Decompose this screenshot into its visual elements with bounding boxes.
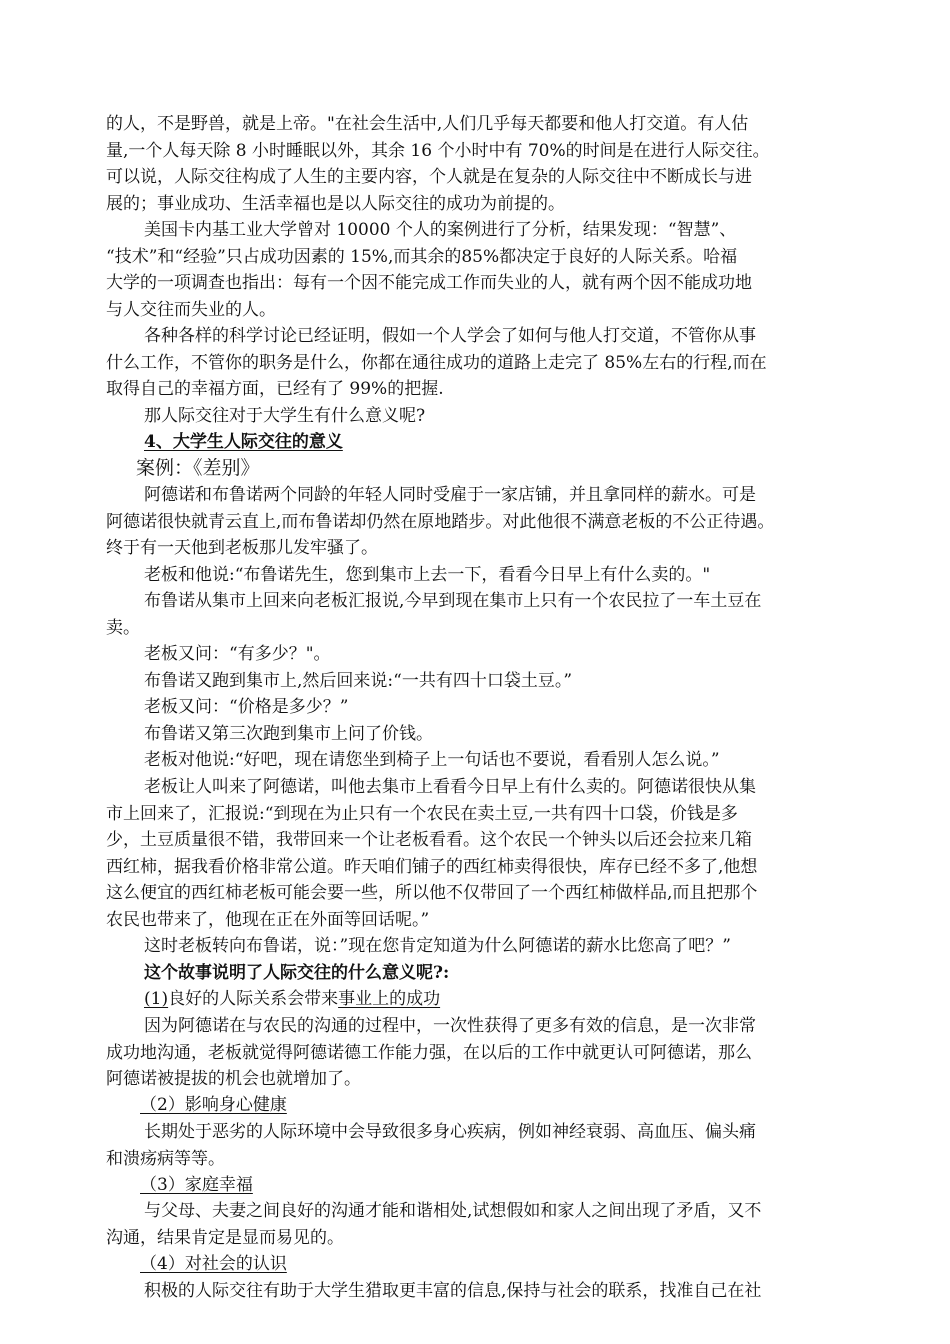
point-3-text: （3）家庭幸福: [140, 1175, 253, 1195]
text-line: 老板让人叫来了阿德诺，叫他去集市上看看今日早上有什么卖的。阿德诺很快从集: [144, 777, 756, 797]
text-line: 与人交往而失业的人。: [106, 299, 276, 320]
point-3-body: [106, 1198, 846, 1251]
text-line: 布鲁诺从集市上回来向老板汇报说,今早到现在集市上只有一个农民拉了一车土豆在: [144, 591, 762, 611]
text-line: 老板又问：“有多少？"。: [144, 644, 331, 664]
text-line: “技术”和“经验”只占成功因素的 15%,而其余的85%都决定于良好的人际关系。哈福: [106, 246, 738, 267]
story-paragraph-4: [106, 641, 846, 668]
text-line: 成功地沟通，老板就觉得阿德诺德工作能力强，在以后的工作中就更认可阿德诺，那么: [106, 1042, 752, 1063]
text-line: 取得自己的幸福方面，已经有了 99%的把握.: [106, 379, 444, 400]
text-line: 布鲁诺又跑到集市上,然后回来说:“一共有四十口袋土豆。”: [144, 671, 573, 691]
text-line: 展的；事业成功、生活幸福也是以人际交往的成功为前提的。: [106, 193, 565, 214]
text-line: 老板对他说:“好吧，现在请您坐到椅子上一句话也不要说，看看别人怎么说。”: [144, 750, 720, 770]
text-line: 量,一个人每天除 8 小时睡眠以外，其余 16 个小时中有 70%的时间是在进行人际交往。: [106, 140, 770, 161]
story-paragraph-2: [106, 562, 846, 589]
point-3-heading: [106, 1172, 846, 1199]
section-heading-text: 4、大学生人际交往的意义: [144, 432, 343, 452]
point-1-body: [106, 1013, 846, 1093]
text-line: 阿德诺和布鲁诺两个同龄的年轻人同时受雇于一家店铺，并且拿同样的薪水。可是: [144, 485, 756, 505]
text-line: 西红柿，据我看价格非常公道。昨天咱们铺子的西红柿卖得很快，库存已经不多了,他想: [106, 856, 758, 877]
text-line: 积极的人际交往有助于大学生猎取更丰富的信息,保持与社会的联系，找准自己在社: [144, 1281, 762, 1301]
point-4-body: [106, 1278, 846, 1305]
paragraph-interpersonal-intro: [106, 111, 846, 217]
story-paragraph-1: [106, 482, 846, 562]
text-line: 长期处于恶劣的人际环境中会导致很多身心疾病，例如神经衰弱、高血压、偏头痛: [144, 1122, 756, 1142]
point-4-heading: [106, 1251, 846, 1278]
paragraph-carnegie-study: [106, 217, 846, 323]
text-line: 大学的一项调查也指出：每有一个因不能完成工作而失业的人，就有两个因不能成功地: [106, 273, 752, 294]
text-line: 阿德诺被提拔的机会也就增加了。: [106, 1069, 361, 1090]
text-line: 阿德诺很快就青云直上,而布鲁诺却仍然在原地踏步。对此他很不满意老板的不公正待遇。: [106, 511, 775, 532]
point-1-number: (1): [144, 989, 169, 1009]
paragraph-question: [106, 403, 846, 430]
text-line: 老板和他说:“布鲁诺先生，您到集市上去一下，看看今日早上有什么卖的。": [144, 565, 711, 585]
text-line: 沟通，结果肯定是显而易见的。: [106, 1227, 344, 1248]
story-paragraph-6: [106, 694, 846, 721]
text-line: 这时老板转向布鲁诺，说：”现在您肯定知道为什么阿德诺的薪水比您高了吧？”: [144, 936, 731, 956]
text-line: 农民也带来了，他现在正在外面等回话呢。”: [106, 909, 430, 930]
point-4-text: （4）对社会的认识: [140, 1254, 287, 1274]
story-paragraph-10: [106, 933, 846, 960]
story-paragraph-9: [106, 774, 846, 934]
text-line: 可以说，人际交往构成了人生的主要内容，个人就是在复杂的人际交往中不断成长与进: [106, 167, 752, 188]
point-2-body: [106, 1119, 846, 1172]
question-text: 这个故事说明了人际交往的什么意义呢?:: [144, 963, 450, 983]
text-line: 市上回来了，汇报说:“到现在为止只有一个农民在卖土豆,一共有四十口袋，价钱是多: [106, 803, 738, 824]
text-line: 什么工作，不管你的职务是什么，你都在通往成功的道路上走完了 85%左右的行程,而在: [106, 352, 767, 373]
text-line: 各种各样的科学讨论已经证明，假如一个人学会了如何与他人打交道，不管你从事: [144, 326, 756, 346]
text-line: 少，土豆质量很不错，我带回来一个让老板看看。这个农民一个钟头以后还会拉来几箱: [106, 830, 752, 851]
text-line: 布鲁诺又第三次跑到集市上问了价钱。: [144, 724, 433, 744]
story-paragraph-5: [106, 668, 846, 695]
text-line: 终于有一天他到老板那儿发牢骚了。: [106, 538, 378, 559]
text-line: 和溃疡病等等。: [106, 1148, 225, 1169]
story-paragraph-7: [106, 721, 846, 748]
story-paragraph-3: [106, 588, 846, 641]
point-1-heading: [106, 986, 846, 1013]
text-line: [106, 986, 846, 1013]
text-line: 与父母、夫妻之间良好的沟通才能和谐相处,试想假如和家人之间出现了矛盾，又不: [144, 1201, 762, 1221]
text-line: 美国卡内基工业大学曾对 10000 个人的案例进行了分析，结果发现：“智慧”、: [144, 220, 737, 240]
paragraph-scientific-discussion: [106, 323, 846, 403]
text-line: 的人，不是野兽，就是上帝。"在社会生活中,人们几乎每天都要和他人打交道。有人估: [106, 114, 749, 134]
story-paragraph-8: [106, 747, 846, 774]
text-line: 那人际交往对于大学生有什么意义呢?: [144, 406, 426, 426]
point-1-text: 良好的人际关系会带来: [168, 989, 339, 1009]
point-2-text: （2）影响身心健康: [140, 1095, 287, 1115]
text-line: 老板又问：“价格是多少？”: [144, 697, 349, 717]
case-title: [106, 455, 846, 482]
point-2-heading: [106, 1092, 846, 1119]
case-title-text: 案例：《差别》: [136, 457, 260, 479]
point-1-underlined: 事业上的成功: [338, 989, 441, 1009]
section-heading: [106, 429, 846, 456]
text-line: 卖。: [106, 617, 140, 638]
text-line: 因为阿德诺在与农民的沟通的过程中，一次性获得了更多有效的信息，是一次非常: [144, 1016, 756, 1036]
story-question: [106, 960, 846, 987]
text-line: 这么便宜的西红柿老板可能会要一些，所以他不仅带回了一个西红柿做样品,而且把那个: [106, 883, 758, 904]
